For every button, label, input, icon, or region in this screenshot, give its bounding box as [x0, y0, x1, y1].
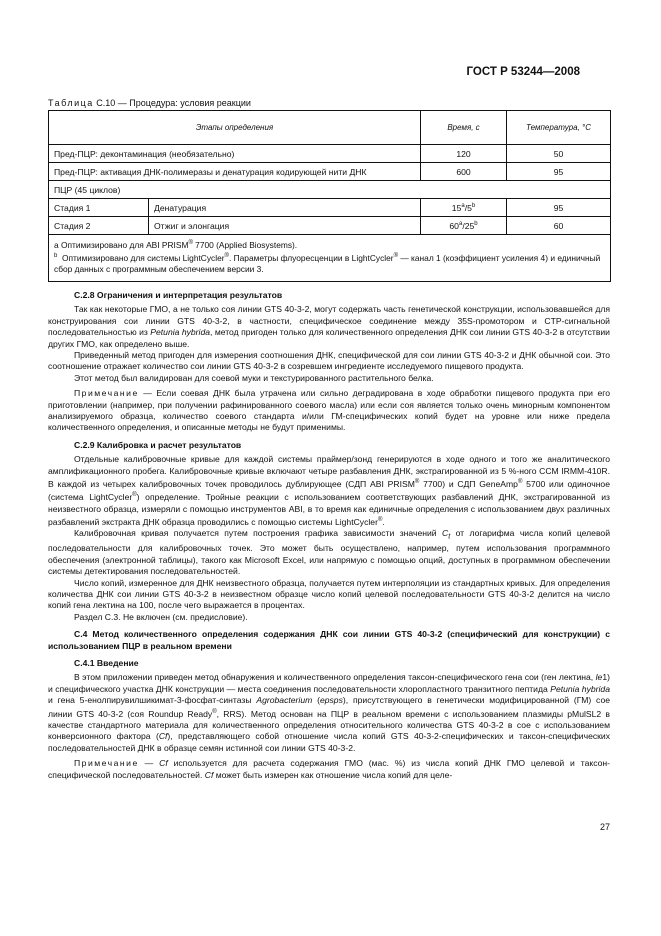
footnote-b: $^b$ Оптимизировано для системы LightCycler®. Параметры флуоресценции в LightCycler® — канал 1 (коэффициент усиления 4) и единичный сбор данных с программным обеспечением версии 3. — [54, 252, 601, 274]
table-caption-text: С.10 — Процедура: условия реакции — [93, 98, 251, 108]
table-row: Пред-ПЦР: активация ДНК-полимеразы и денатурация кодирующей нити ДНК 600 95 — [49, 163, 611, 181]
time-cell: 60$^a$/25$^b$ — [421, 217, 507, 235]
table-notes-row — [49, 235, 611, 282]
table-caption-prefix: Таблица — [48, 98, 94, 108]
page-number: 27 — [599, 822, 610, 832]
table-caption — [48, 98, 251, 108]
body-text — [48, 290, 610, 781]
reaction-conditions-table — [48, 110, 611, 282]
table-row: Стадия 1 Денатурация 15$^a$/5$^b$ 95 — [49, 199, 611, 217]
paragraph: В этом приложении приведен метод обнаружения и количественного определения таксон-специфического гена сои (ген лектина, le1) и специфического участка ДНК конструкции — места соединения последовательности хлоропластного транзитного пептида Petunia hybrida и гена 5-енолпирувилшикимат-3-фосфат-синтазы Agrobacterium (epsps), присутствующего в генетически модифицированной (ГМ) сое линии GTS 40-3-2 (соя Roundup Ready®, RRS). Метод основан на ПЦР в реальном времени с использованием плазмиды pMulSL2 в качестве стандартного материала для количественного определения относительного количества GTS 40-3-2 в сое с использованием конверсионного фактора (Cf), представляющего собой отношение числа копий GTS 40-3-2-специфических и таксон-специфических последовательностей ДНК в образце семян истинной сои линии GTS 40-3-2. — [48, 672, 611, 753]
section-title-c28: С.2.8 Ограничения и интерпретация результатов — [74, 290, 283, 300]
table-footnotes — [49, 235, 611, 282]
note-paragraph: Примечание — Если соевая ДНК была утрачена или сильно деградирована в ходе обработки пищевого продукта при его приготовлении (например, при получении рафинированного соевого масла) или если соя является только очень минорным компонентом анализируемого образца, количество соевого стандарта и/или ГМ-специфических копий будет на уровне или ниже предела количественного определения, и описанные методы не будут применимы. — [48, 388, 610, 433]
standard-header: ГОСТ Р 53244—2008 — [466, 66, 580, 78]
header-stage: Этапы определения — [49, 111, 421, 145]
paragraph: Калибровочная кривая получается путем построения графика зависимости значений $C_t$ от логарифма числа копий целевой последовательности для калибровочных точек. Это может быть осуществлено, например, путем использования программного обеспечения (электронной таблицы), такого как Microsoft Excel, или напрямую с помощью опций, доступных в программном обеспечении системы детектирования последовательностей. — [48, 528, 611, 577]
paragraph: Раздел С.3. Не включен (см. предисловие). — [74, 611, 248, 622]
section-title-c4: С.4 Метод количественного определения содержания ДНК сои линии GTS 40-3-2 (специфический для конструкции) с использованием ПЦР в реальном времени — [48, 629, 610, 651]
table-row: Стадия 2 Отжиг и элонгация 60$^a$/25$^b$ 60 — [49, 217, 611, 235]
table-header-row — [49, 111, 611, 145]
footnote-a: а Оптимизировано для ABI PRISM® 7700 (Applied Biosystems). — [54, 239, 298, 250]
table-row: ПЦР (45 циклов) — [49, 181, 611, 199]
section-title-c41: С.4.1 Введение — [74, 658, 139, 669]
table-row: Пред-ПЦР: деконтаминация (необязательно) 120 50 — [49, 145, 611, 163]
paragraph: Число копий, измеренное для ДНК неизвестного образца, получается путем интерполяции из стандартных кривых. Для определения количества ДНК сои линии GTS 40-3-2 в неизвестном образце число копий целевой последовательности GTS 40-3-2 делится на число копий гена лектина на 100, после чего выражается в процентах. — [48, 577, 610, 611]
section-title-c29: С.2.9 Калибровка и расчет результатов — [74, 439, 242, 450]
note-paragraph: Примечание — Cf используется для расчета содержания ГМО (мас. %) из числа копий ДНК ГМО целевой и таксон-специфической последовательностей. Cf может быть измерен как отношение числа копий для целе- — [48, 758, 610, 780]
time-cell: 15$^a$/5$^b$ — [421, 199, 507, 217]
paragraph: Отдельные калибровочные кривые для каждой системы праймер/зонд генерируются в ходе одного и того же аналитического амплификационного пробега. Калибровочные кривые включают четыре разбавления ДНК, экстрагированной из 5 %-ного CCM IRMM-410R. В каждой из четырех калибровочных точек проводилось дублирующее (СДП ABI PRISM® 7700) и СДП GeneAmp® 5700 или одиночное (система LightCycler®) определение. Тройные реакции с использованием соответствующих разбавлений ДНК, экстрагированной из неизвестного образца, измеряли с помощью инструментов ABI, в то время как единичные определения с использованием двух различных разбавлений экстракта ДНК образца проводились с помощью системы LightCycler®. — [48, 454, 610, 527]
header-temperature: Температура, °С — [507, 111, 611, 145]
paragraph: Приведенный метод пригоден для измерения соотношения ДНК, специфической для сои линии GTS 40-3-2 и ДНК обычной сои. Это соотношение отражает количество сои линии GTS 40-3-2 в созревшем ингредиенте исследуемого пищевого продукта. — [48, 350, 610, 372]
paragraph: Так как некоторые ГМО, а не только соя линии GTS 40-3-2, могут содержать часть генетической конструкции, использовавшейся для конструирования сои линии GTS 40-3-2, в частности, специфическое соединение между 35S-промотором и CTP-сигнальной последовательностью из Petunia hybrida, метод пригоден только для количественного определения ДНК сои линии GTS 40-3-2 в отсутствии других ГМО, как определено выше. — [48, 304, 610, 349]
paragraph: Этот метод был валидирован для соевой муки и текстурированного растительного белка. — [74, 372, 434, 383]
header-time: Время, с — [421, 111, 507, 145]
